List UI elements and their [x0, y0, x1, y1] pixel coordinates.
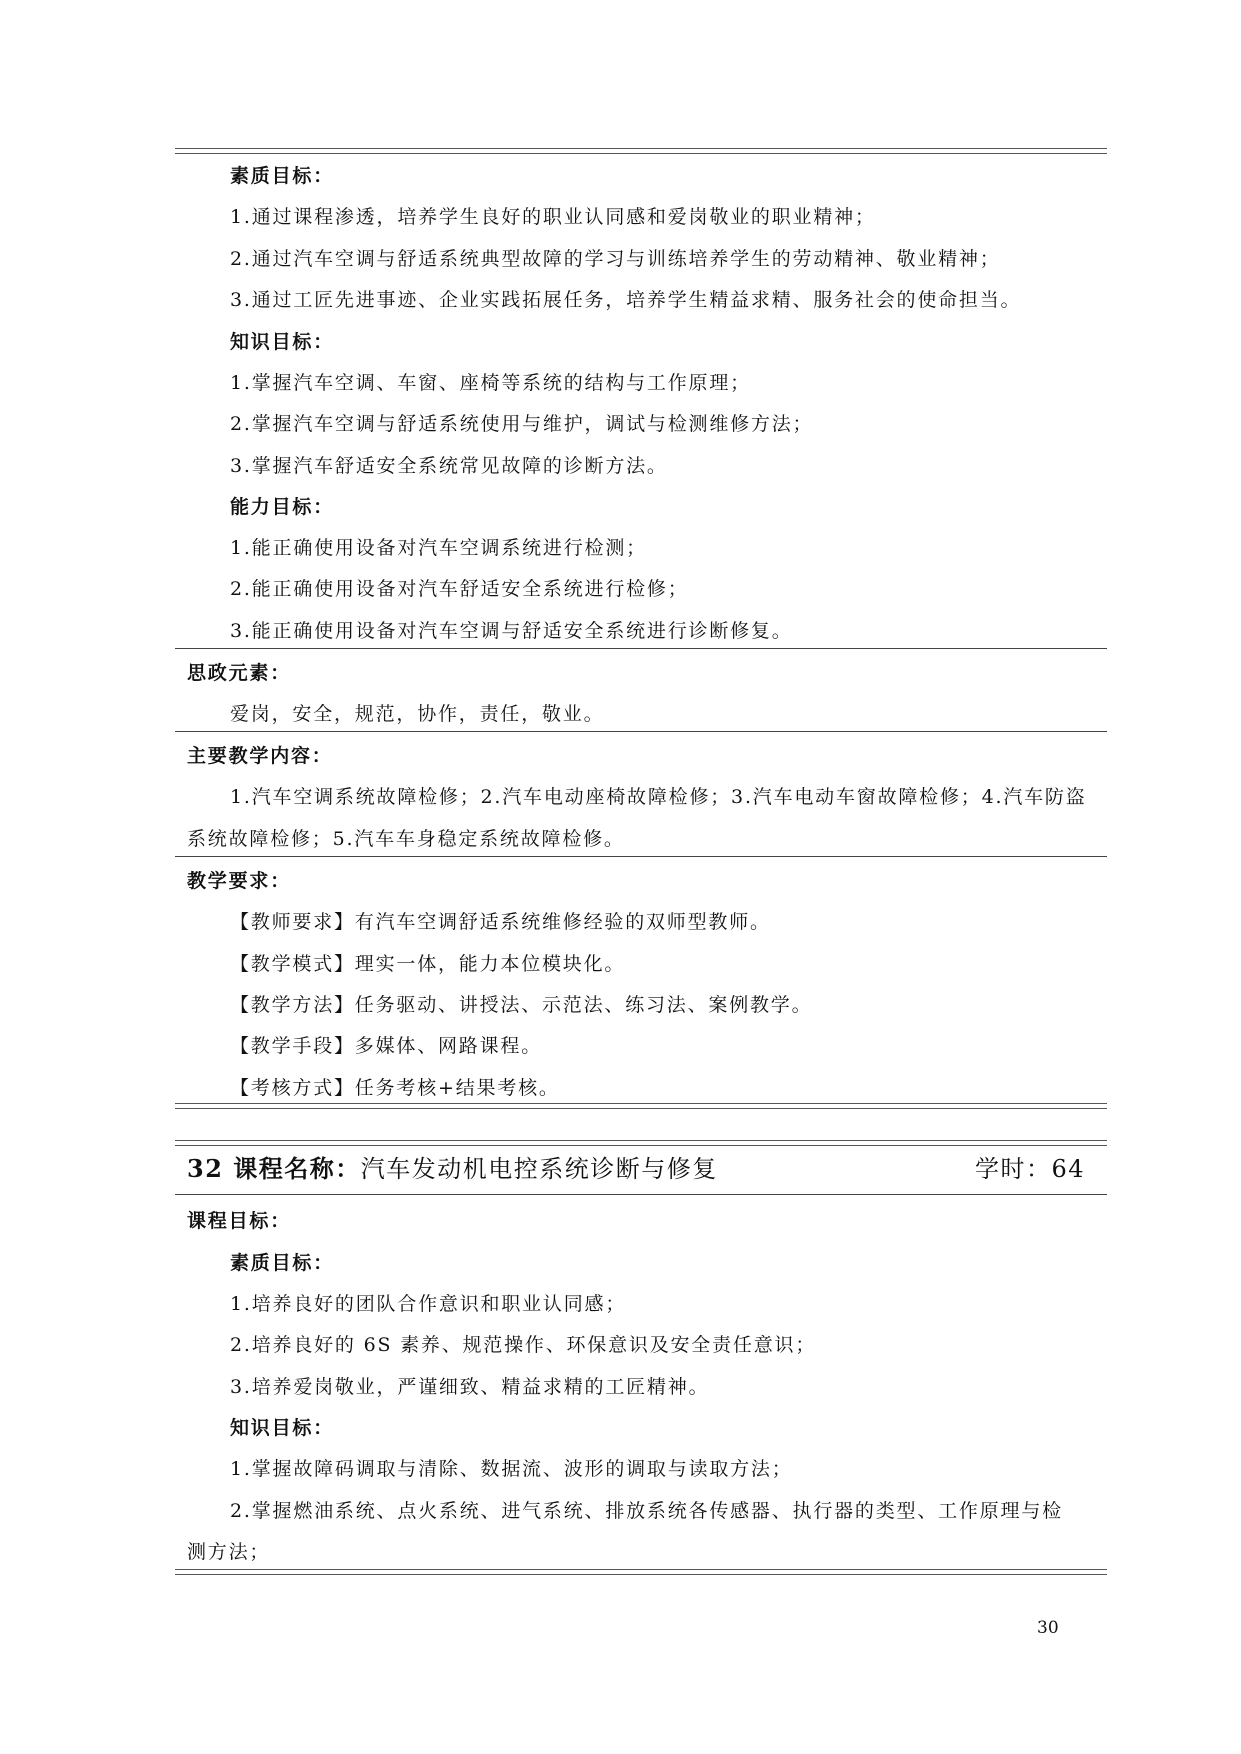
- requirement-mode: 【教学模式】理实一体，能力本位模块化。: [230, 953, 626, 975]
- knowledge-goal-2-1: 1.掌握故障码调取与清除、数据流、波形的调取与读取方法；: [230, 1458, 793, 1480]
- requirement-assessment: 【考核方式】任务考核+结果考核。: [230, 1077, 560, 1099]
- page-number: 30: [1037, 1618, 1059, 1638]
- ability-goal-heading: 能力目标：: [230, 496, 335, 518]
- course-goal-heading: 课程目标：: [187, 1210, 292, 1232]
- content-heading: 主要教学内容：: [187, 745, 333, 767]
- course-title: [187, 1149, 718, 1184]
- divider: [175, 731, 1107, 732]
- course-name: 汽车发动机电控系统诊断与修复: [360, 1155, 718, 1183]
- knowledge-goal-2-2-line1: 2.掌握燃油系统、点火系统、进气系统、排放系统各传感器、执行器的类型、工作原理与检: [230, 1500, 1063, 1522]
- section-end-double-rule: [175, 1103, 1107, 1109]
- content-line-2: 系统故障检修；5.汽车车身稳定系统故障检修。: [187, 828, 625, 850]
- ideology-heading: 思政元素：: [187, 662, 292, 684]
- course-hours: 学时：64: [975, 1155, 1086, 1183]
- ability-goal-2: 2.能正确使用设备对汽车舒适安全系统进行检修；: [230, 578, 689, 600]
- ability-goal-3: 3.能正确使用设备对汽车空调与舒适安全系统进行诊断修复。: [230, 620, 793, 642]
- ideology-text: 爱岗，安全，规范，协作，责任，敬业。: [230, 703, 605, 725]
- quality-goal-heading: 素质目标：: [230, 165, 335, 187]
- requirement-means: 【教学手段】多媒体、网路课程。: [230, 1035, 543, 1057]
- knowledge-goal-2: 2.掌握汽车空调与舒适系统使用与维护，调试与检测维修方法；: [230, 413, 814, 435]
- quality-goal-2-1: 1.培养良好的团队合作意识和职业认同感；: [230, 1293, 627, 1315]
- quality-goal-3: 3.通过工匠先进事迹、企业实践拓展任务，培养学生精益求精、服务社会的使命担当。: [230, 289, 1022, 311]
- divider: [175, 648, 1107, 649]
- requirements-heading: 教学要求：: [187, 870, 292, 892]
- knowledge-goal-3: 3.掌握汽车舒适安全系统常见故障的诊断方法。: [230, 455, 668, 477]
- divider: [175, 856, 1107, 857]
- quality-goal-1: 1.通过课程渗透，培养学生良好的职业认同感和爱岗敬业的职业精神；: [230, 206, 876, 228]
- course-number-label: 32 课程名称：: [187, 1154, 361, 1183]
- knowledge-goal-1: 1.掌握汽车空调、车窗、座椅等系统的结构与工作原理；: [230, 372, 751, 394]
- bottom-double-rule: [175, 1569, 1107, 1575]
- requirement-method: 【教学方法】任务驱动、讲授法、示范法、练习法、案例教学。: [230, 994, 813, 1016]
- quality-goal-2: 2.通过汽车空调与舒适系统典型故障的学习与训练培养学生的劳动精神、敬业精神；: [230, 248, 1001, 270]
- divider: [175, 1194, 1107, 1195]
- content-line-1: 1.汽车空调系统故障检修；2.汽车电动座椅故障检修；3.汽车电动车窗故障检修；4.汽车防盗: [230, 786, 1087, 808]
- knowledge-goal-2-2-line2: 测方法；: [187, 1541, 271, 1563]
- quality-goal-2-2: 2.培养良好的 6S 素养、规范操作、环保意识及安全责任意识；: [230, 1334, 817, 1356]
- section-start-double-rule: [175, 1140, 1107, 1146]
- top-double-rule: [175, 148, 1107, 154]
- knowledge-goal-heading: 知识目标：: [230, 331, 335, 353]
- requirement-teacher: 【教师要求】有汽车空调舒适系统维修经验的双师型教师。: [230, 911, 771, 933]
- knowledge-goal-heading-2: 知识目标：: [230, 1417, 335, 1439]
- quality-goal-2-3: 3.培养爱岗敬业，严谨细致、精益求精的工匠精神。: [230, 1376, 710, 1398]
- ability-goal-1: 1.能正确使用设备对汽车空调系统进行检测；: [230, 537, 647, 559]
- quality-goal-heading-2: 素质目标：: [230, 1252, 335, 1274]
